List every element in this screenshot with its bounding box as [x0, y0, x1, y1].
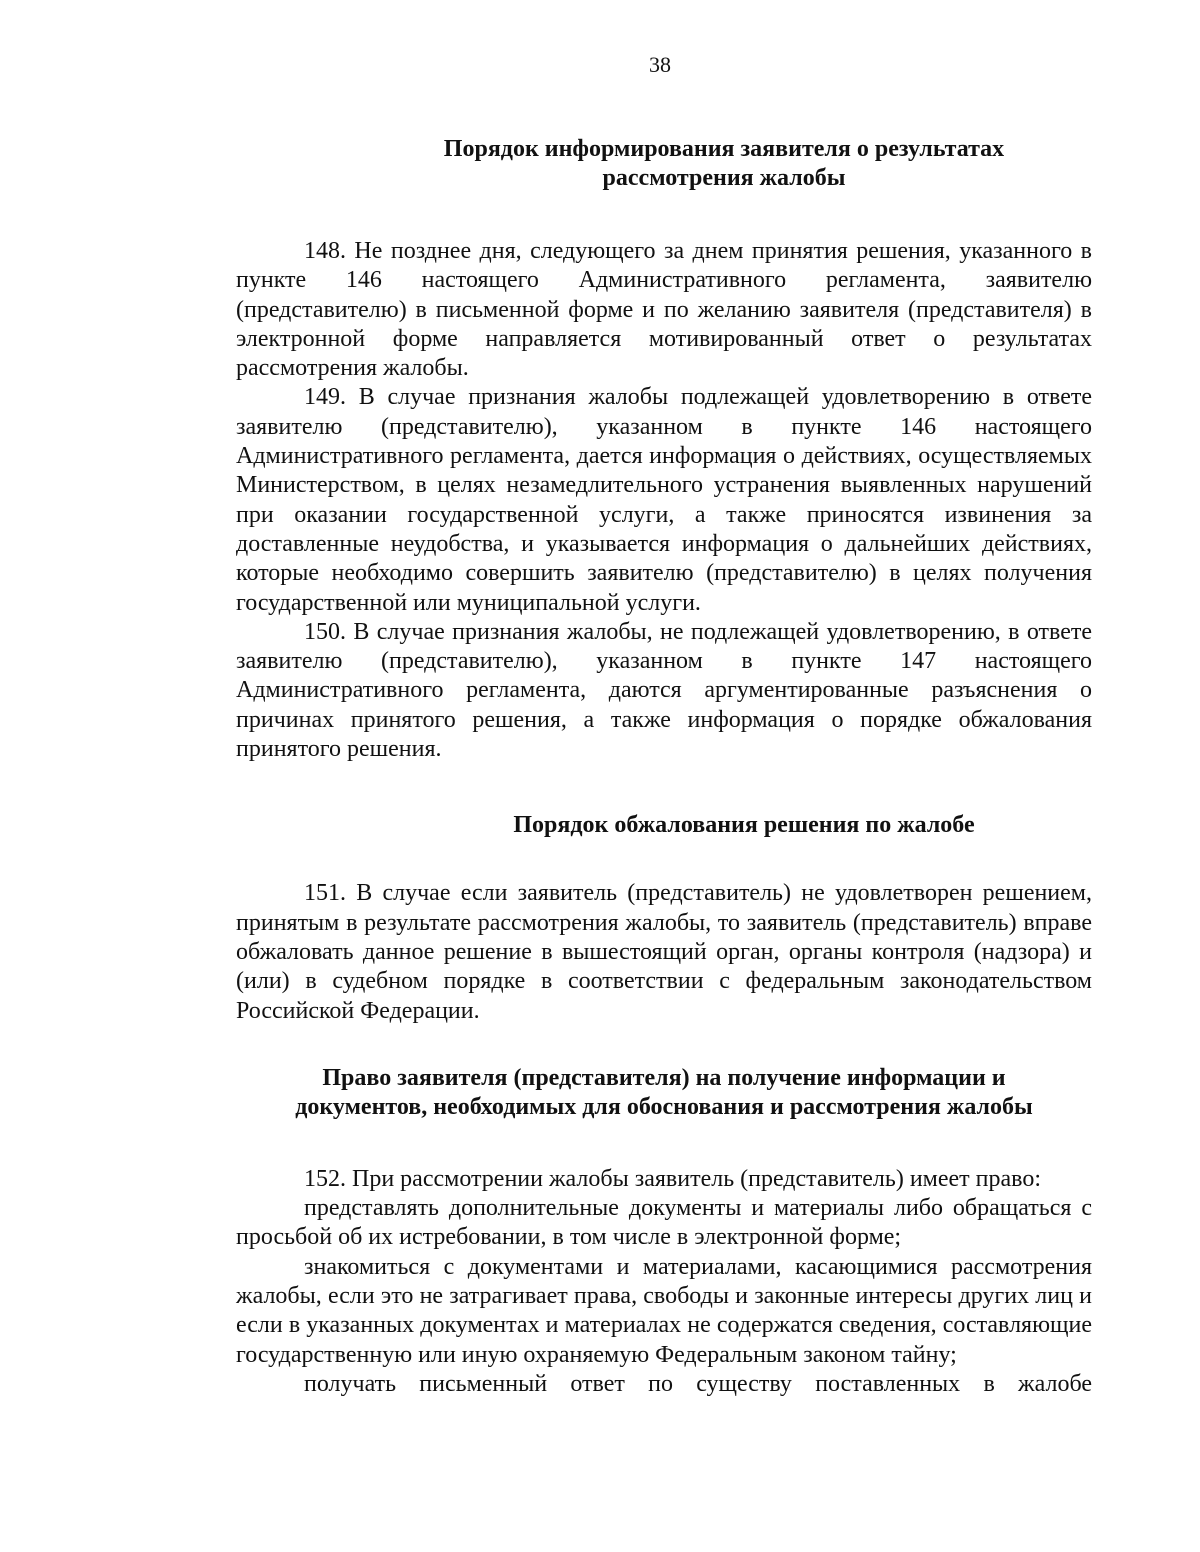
paragraph-148: 148. Не позднее дня, следующего за днем принятия решения, указанного в пункте 146 настоящего Административного регламента, заявителю (представителю) в письменной форме и по желанию заявителя (представителя) в электронной форме направляется мотивированный ответ о результатах рассмотрения жалобы. — [236, 238, 1092, 382]
paragraph-150: 150. В случае признания жалобы, не подлежащей удовлетворению, в ответе заявителю (представителю), указанном в пункте 147 настоящего Административного регламента, даются аргументированные разъяснения о причинах принятого решения, а также информация о порядке обжалования принятого решения. — [236, 618, 1092, 763]
paragraph-152: 152. При рассмотрении жалобы заявитель (представитель) имеет право: — [304, 1165, 1041, 1192]
section-heading-informing — [236, 135, 1092, 193]
section-heading-appeal-line: Порядок обжалования решения по жалобе — [513, 812, 975, 839]
paragraph-151: 151. В случае если заявитель (представитель) не удовлетворен решением, принятым в результате рассмотрения жалобы, то заявитель (представитель) вправе обжаловать данное решение в вышестоящий орган, органы контроля (надзора) и (или) в судебном порядке в соответствии с федеральным законодательством Российской Федерации. — [236, 880, 1092, 1024]
page-number: 38 — [649, 52, 671, 77]
document-body — [236, 135, 1092, 1399]
paragraph-149: 149. В случае признания жалобы подлежащей удовлетворению в ответе заявителю (представителю), указанном в пункте 146 настоящего Административного регламента, дается информация о действиях, осуществляемых Министерством, в целях незамедлительного устранения выявленных нарушений при оказании государственной услуги, а также приносятся извинения за доставленные неудобства, и указывается информация о дальнейших действиях, которые необходимо совершить заявителю (представителю) в целях получения государственной или муниципальной услуги. — [236, 384, 1092, 616]
paragraph-152-item-submit-documents: представлять дополнительные документы и материалы либо обращаться с просьбой об их истребовании, в том числе в электронной форме; — [236, 1195, 1092, 1251]
section-heading-informing-line-1: Порядок информирования заявителя о результатах — [443, 136, 1005, 162]
section-heading-rights — [236, 1064, 1092, 1122]
paragraph-152-item-written-answer: получать письменный ответ по существу поставленных в жалобе — [304, 1370, 1092, 1397]
section-heading-rights-line-2: документов, необходимых для обоснования и рассмотрения жалобы — [295, 1093, 1033, 1120]
paragraph-152-item-review-documents: знакомиться с документами и материалами, касающимися рассмотрения жалобы, если это не затрагивает права, свободы и законные интересы других лиц и если в указанных документах и материалах не содержатся сведения, составляющие государственную или иную охраняемую Федеральным законом тайну; — [236, 1253, 1092, 1368]
section-heading-appeal — [236, 811, 1092, 840]
section-heading-informing-line-2: рассмотрения жалобы — [602, 165, 846, 191]
section-heading-rights-line-1: Право заявителя (представителя) на получение информации и — [322, 1064, 1006, 1091]
